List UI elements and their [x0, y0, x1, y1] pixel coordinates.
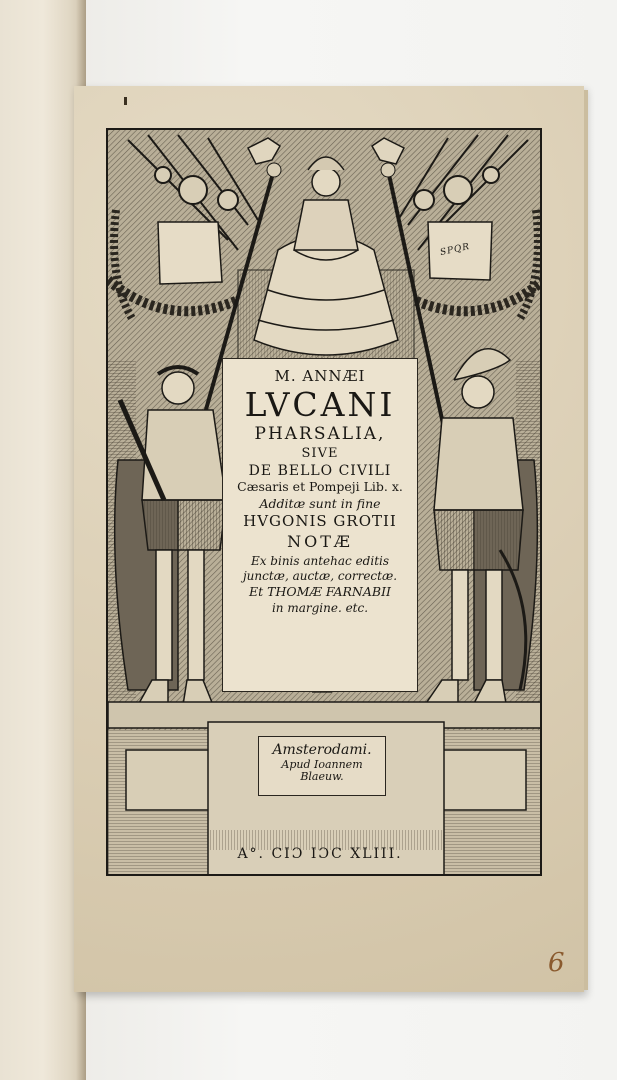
publication-date: A°. CIƆ IƆC XLIII. — [237, 846, 403, 862]
imprint-city: Amsterodami. — [272, 742, 372, 758]
margin-note: in margine. etc. — [271, 600, 369, 615]
notes-heading: NOTÆ — [287, 532, 353, 551]
subtitle-books: Cæsaris et Pompeji Lib. x. — [237, 479, 403, 494]
author-prefix: M. ANNÆI — [274, 367, 366, 385]
subtitle: DE BELLO CIVILI — [248, 463, 392, 479]
commentator-name: HVGONIS GROTII — [243, 512, 397, 530]
notes-description-1: Ex binis antehac editis — [250, 554, 390, 568]
imprint-printer-2: Blaeuw. — [300, 770, 344, 783]
hanging-cloth-left — [158, 222, 222, 284]
title-sive: SIVE — [301, 446, 339, 461]
notes-description-2: junctæ, auctæ, correctæ. — [242, 569, 398, 583]
second-commentator: Et THOMÆ FARNABII — [249, 584, 391, 599]
imprint-cartouche — [258, 736, 386, 796]
title-panel — [222, 358, 418, 692]
author-name: LVCANI — [244, 385, 396, 424]
additions-note: Additæ sunt in fine — [259, 495, 381, 511]
imprint-printer-1: Apud Ioannem — [281, 758, 363, 771]
ink-mark — [124, 97, 127, 105]
page-edge — [584, 90, 588, 990]
spqr-banner-text: SPQR — [439, 241, 472, 259]
work-title: PHARSALIA, — [254, 424, 386, 444]
pencil-folio-number: 6 — [548, 948, 565, 978]
